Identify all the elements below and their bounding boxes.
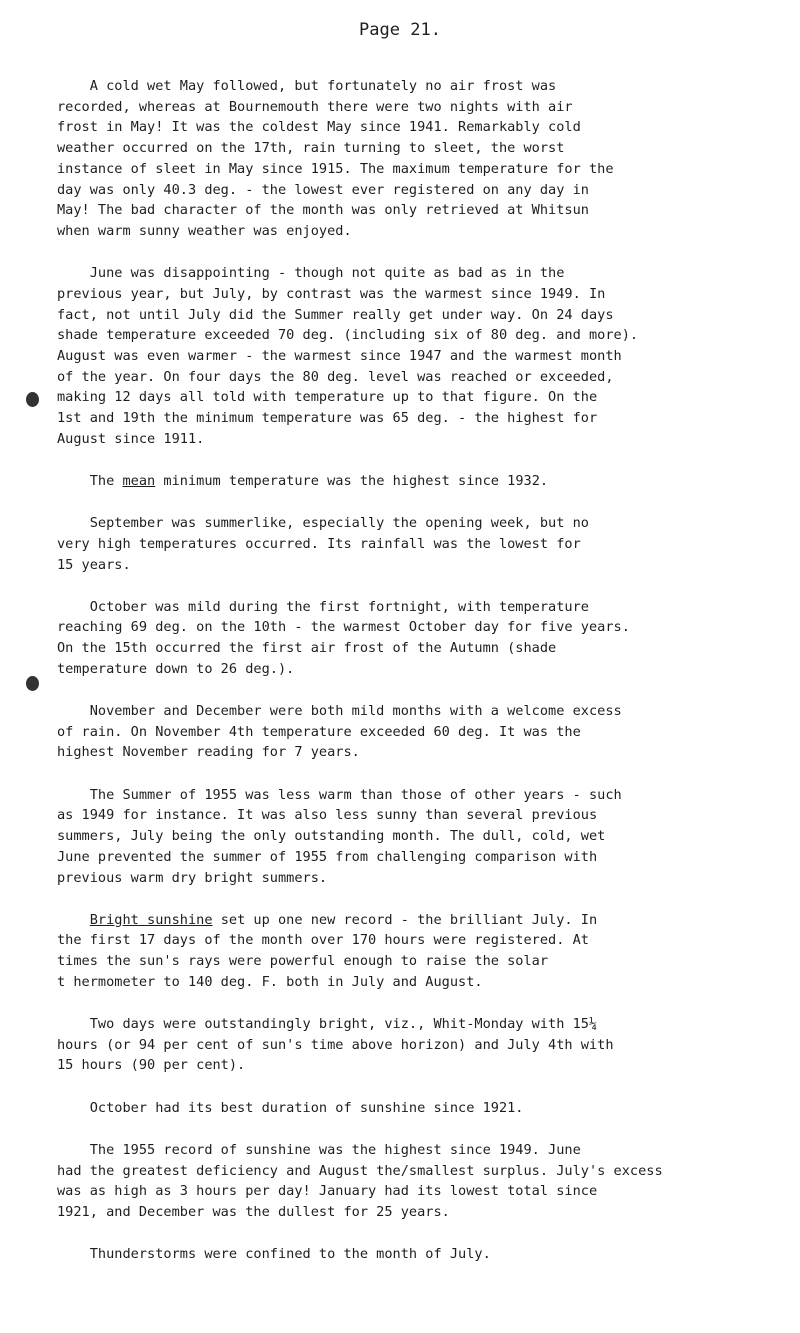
underlined-phrase: Bright sunshine xyxy=(89,911,213,928)
document-body xyxy=(57,76,757,1286)
paragraph-june-august: June was disappointing - though not quite as bad as in the previous year, but July, by contrast was the warmest since 1949. In fact, not until July did the Summer really get under way. On 24 days shade temperature exceeded 70 deg. (including six of 80 deg. and more). August was even warmer - the warmest since 1947 and the warmest month of the year. On four days the 80 deg. level was reached or exceeded, making 12 days all told with temperature up to that figure. On the 1st and 19th the minimum temperature was 65 deg. - the highest for August since 1911. xyxy=(57,265,639,447)
paragraph-mean-minimum: The mean minimum temperature was the highest since 1932. xyxy=(57,472,549,489)
page-number: Page 21. xyxy=(359,20,441,40)
paragraph-november-december: November and December were both mild months with a welcome excess of rain. On November 4th temperature exceeded 60 deg. It was the highest November reading for 7 years. xyxy=(57,703,622,761)
paragraph-october-sunshine: October had its best duration of sunshine since 1921. xyxy=(57,1099,524,1116)
paragraph-september: September was summerlike, especially the opening week, but no very high temperatures occurred. Its rainfall was the lowest for 15 years. xyxy=(57,515,589,573)
underlined-word: mean xyxy=(122,472,156,489)
paragraph-summer-1955: The Summer of 1955 was less warm than those of other years - such as 1949 for instance. It was also less sunny than several previous summers, July being the only outstanding month. The dull, cold, wet June prevented the summer of 1955 from challenging comparison with previous warm dry bright summers. xyxy=(57,786,622,886)
paragraph-thunderstorms: Thunderstorms were confined to the month of July. xyxy=(57,1246,491,1263)
paragraph-october: October was mild during the first fortnight, with temperature reaching 69 deg. on the 10th - the warmest October day for five years. On the 15th occurred the first air frost of the Autumn (shade temperature down to 26 deg.). xyxy=(57,598,630,677)
paragraph-may: A cold wet May followed, but fortunately no air frost was recorded, whereas at Bournemouth there were two nights with air frost in May! It was the coldest May since 1941. Remarkably cold weather occurred on the 17th, rain turning to sleet, the worst instance of sleet in May since 1915. The maximum temperature for the day was only 40.3 deg. - the lowest ever registered on any day in May! The bad character of the month was only retrieved at Whitsun when warm sunny weather was enjoyed. xyxy=(57,78,614,239)
punch-hole-mark xyxy=(26,392,39,407)
punch-hole-mark xyxy=(26,676,39,691)
paragraph-sunshine-record: The 1955 record of sunshine was the highest since 1949. June had the greatest deficiency and August the/smallest surplus. July's excess was as high as 3 hours per day! January had its lowest total since 1921, and December was the dullest for 25 years. xyxy=(57,1141,663,1220)
paragraph-bright-days: Two days were outstandingly bright, viz., Whit-Monday with 15¼ hours (or 94 per cent of sun's time above horizon) and July 4th with 15 hours (90 per cent). xyxy=(57,1016,614,1074)
paragraph-bright-sunshine: Bright sunshine set up one new record - the brilliant July. In the first 17 days of the month over 170 hours were registered. At times the sun's rays were powerful enough to raise the solar t hermometer to 140 deg. F. both in July and August. xyxy=(57,911,598,990)
